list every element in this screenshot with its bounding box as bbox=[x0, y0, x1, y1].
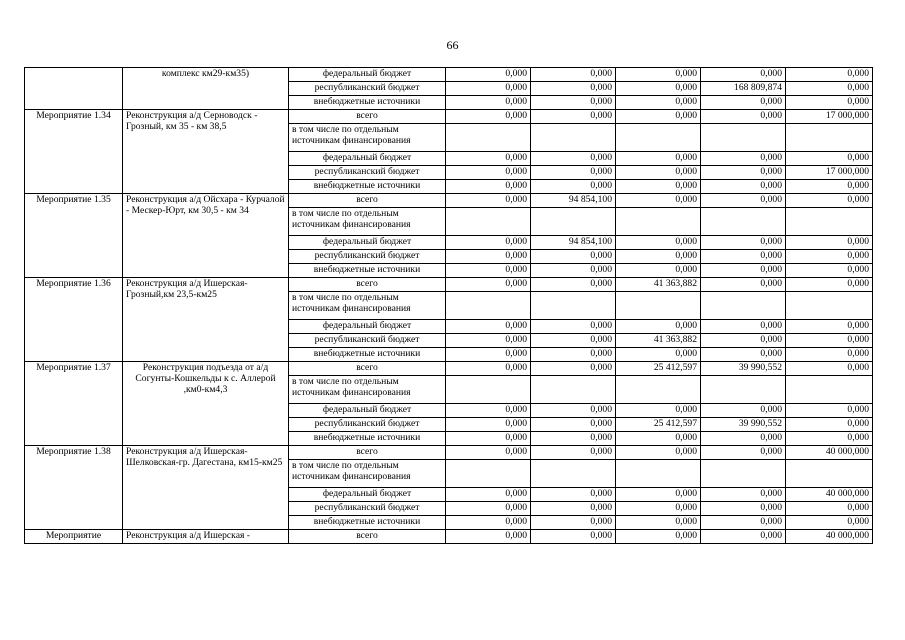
table-row bbox=[25, 110, 873, 124]
amount-cell: 0,000 bbox=[531, 488, 616, 502]
amount-cell: 0,000 bbox=[701, 530, 786, 544]
amount-cell bbox=[616, 376, 701, 404]
amount-cell: 0,000 bbox=[531, 152, 616, 166]
amount-cell: 0,000 bbox=[701, 404, 786, 418]
amount-cell: 0,000 bbox=[531, 418, 616, 432]
amount-cell: 0,000 bbox=[531, 362, 616, 376]
measure-label: Мероприятие 1.35 bbox=[25, 194, 123, 278]
amount-cell: 0,000 bbox=[446, 320, 531, 334]
amount-cell bbox=[786, 124, 873, 152]
amount-cell: 0,000 bbox=[446, 334, 531, 348]
amount-cell: 0,000 bbox=[786, 152, 873, 166]
amount-cell: 40 000,000 bbox=[786, 488, 873, 502]
amount-cell: 0,000 bbox=[701, 446, 786, 460]
amount-cell: 0,000 bbox=[446, 516, 531, 530]
funding-source: всего bbox=[289, 194, 446, 208]
measure-name: Реконструкция подъезда от а/д Согунты-Кошкельды к с. Аллерой ,км0-км4,3 bbox=[123, 362, 289, 446]
amount-cell: 0,000 bbox=[701, 180, 786, 194]
measure-label: Мероприятие 1.37 bbox=[25, 362, 123, 446]
amount-cell bbox=[531, 208, 616, 236]
amount-cell: 0,000 bbox=[786, 236, 873, 250]
amount-cell: 0,000 bbox=[446, 488, 531, 502]
amount-cell: 0,000 bbox=[786, 502, 873, 516]
funding-source: федеральный бюджет bbox=[289, 488, 446, 502]
amount-cell: 0,000 bbox=[616, 152, 701, 166]
amount-cell: 0,000 bbox=[701, 320, 786, 334]
funding-source: внебюджетные источники bbox=[289, 432, 446, 446]
measure-label bbox=[25, 68, 123, 110]
funding-source: всего bbox=[289, 278, 446, 292]
amount-cell bbox=[446, 124, 531, 152]
funding-source: федеральный бюджет bbox=[289, 236, 446, 250]
funding-source: всего bbox=[289, 362, 446, 376]
amount-cell: 0,000 bbox=[446, 110, 531, 124]
funding-source: внебюджетные источники bbox=[289, 96, 446, 110]
amount-cell: 0,000 bbox=[701, 502, 786, 516]
funding-source: в том числе по отдельным источникам финансирования bbox=[289, 376, 446, 404]
amount-cell: 0,000 bbox=[531, 68, 616, 82]
amount-cell bbox=[701, 460, 786, 488]
funding-source: федеральный бюджет bbox=[289, 404, 446, 418]
amount-cell: 41 363,882 bbox=[616, 278, 701, 292]
amount-cell: 0,000 bbox=[786, 348, 873, 362]
amount-cell: 39 990,552 bbox=[701, 362, 786, 376]
amount-cell: 0,000 bbox=[531, 530, 616, 544]
amount-cell: 0,000 bbox=[701, 96, 786, 110]
amount-cell: 0,000 bbox=[446, 236, 531, 250]
amount-cell: 0,000 bbox=[531, 180, 616, 194]
page-number: 66 bbox=[446, 38, 459, 52]
amount-cell: 0,000 bbox=[531, 110, 616, 124]
amount-cell: 0,000 bbox=[446, 68, 531, 82]
amount-cell bbox=[616, 292, 701, 320]
amount-cell: 0,000 bbox=[786, 180, 873, 194]
amount-cell: 0,000 bbox=[786, 82, 873, 96]
amount-cell: 94 854,100 bbox=[531, 236, 616, 250]
amount-cell: 0,000 bbox=[616, 446, 701, 460]
amount-cell bbox=[446, 460, 531, 488]
amount-cell bbox=[701, 208, 786, 236]
amount-cell: 0,000 bbox=[531, 432, 616, 446]
amount-cell: 41 363,882 bbox=[616, 334, 701, 348]
amount-cell: 0,000 bbox=[786, 264, 873, 278]
amount-cell: 0,000 bbox=[446, 502, 531, 516]
table-row bbox=[25, 446, 873, 460]
amount-cell bbox=[616, 208, 701, 236]
amount-cell bbox=[786, 208, 873, 236]
measure-name: Реконструкция а/д Ойсхара - Курчалой - Мескер-Юрт, км 30,5 - км 34 bbox=[123, 194, 289, 278]
funding-source: в том числе по отдельным источникам финансирования bbox=[289, 124, 446, 152]
amount-cell: 94 854,100 bbox=[531, 194, 616, 208]
amount-cell bbox=[446, 208, 531, 236]
amount-cell: 0,000 bbox=[701, 264, 786, 278]
measure-name: Реконструкция а/д Ишерская-Шелковская-гр. Дагестана, км15-км25 bbox=[123, 446, 289, 530]
amount-cell: 0,000 bbox=[786, 418, 873, 432]
amount-cell: 0,000 bbox=[616, 194, 701, 208]
amount-cell: 0,000 bbox=[786, 404, 873, 418]
measure-name: Реконструкция а/д Серноводск - Грозный, км 35 - км 38,5 bbox=[123, 110, 289, 194]
amount-cell: 0,000 bbox=[616, 488, 701, 502]
amount-cell: 0,000 bbox=[786, 516, 873, 530]
amount-cell: 0,000 bbox=[446, 530, 531, 544]
amount-cell bbox=[701, 124, 786, 152]
amount-cell bbox=[616, 124, 701, 152]
amount-cell: 40 000,000 bbox=[786, 446, 873, 460]
amount-cell: 40 000,000 bbox=[786, 530, 873, 544]
amount-cell bbox=[531, 124, 616, 152]
amount-cell: 25 412,597 bbox=[616, 418, 701, 432]
funding-source: в том числе по отдельным источникам финансирования bbox=[289, 208, 446, 236]
table-row bbox=[25, 278, 873, 292]
measure-name: комплекс км29-км35) bbox=[123, 68, 289, 110]
amount-cell: 0,000 bbox=[786, 432, 873, 446]
amount-cell: 0,000 bbox=[446, 194, 531, 208]
amount-cell: 0,000 bbox=[701, 250, 786, 264]
measure-label: Мероприятие bbox=[25, 530, 123, 544]
amount-cell bbox=[531, 460, 616, 488]
amount-cell: 0,000 bbox=[786, 362, 873, 376]
amount-cell: 0,000 bbox=[616, 320, 701, 334]
amount-cell: 0,000 bbox=[701, 488, 786, 502]
amount-cell: 0,000 bbox=[446, 432, 531, 446]
amount-cell: 0,000 bbox=[701, 348, 786, 362]
funding-source: республиканский бюджет bbox=[289, 82, 446, 96]
amount-cell: 0,000 bbox=[701, 432, 786, 446]
amount-cell: 0,000 bbox=[701, 334, 786, 348]
amount-cell: 0,000 bbox=[446, 362, 531, 376]
funding-source: всего bbox=[289, 530, 446, 544]
funding-source: федеральный бюджет bbox=[289, 152, 446, 166]
amount-cell: 0,000 bbox=[701, 236, 786, 250]
funding-source: республиканский бюджет bbox=[289, 418, 446, 432]
amount-cell: 0,000 bbox=[616, 502, 701, 516]
funding-source: внебюджетные источники bbox=[289, 516, 446, 530]
amount-cell: 0,000 bbox=[786, 194, 873, 208]
amount-cell: 0,000 bbox=[616, 96, 701, 110]
funding-source: республиканский бюджет bbox=[289, 334, 446, 348]
measure-label: Мероприятие 1.38 bbox=[25, 446, 123, 530]
budget-table-body bbox=[25, 68, 873, 544]
amount-cell bbox=[701, 292, 786, 320]
amount-cell bbox=[786, 292, 873, 320]
amount-cell: 0,000 bbox=[531, 446, 616, 460]
funding-source: в том числе по отдельным источникам финансирования bbox=[289, 292, 446, 320]
amount-cell bbox=[701, 376, 786, 404]
amount-cell: 0,000 bbox=[531, 96, 616, 110]
amount-cell: 0,000 bbox=[701, 516, 786, 530]
amount-cell: 0,000 bbox=[616, 166, 701, 180]
amount-cell: 17 000,000 bbox=[786, 110, 873, 124]
amount-cell: 0,000 bbox=[786, 320, 873, 334]
amount-cell: 0,000 bbox=[531, 264, 616, 278]
table-row bbox=[25, 530, 873, 544]
amount-cell: 0,000 bbox=[446, 166, 531, 180]
funding-source: федеральный бюджет bbox=[289, 320, 446, 334]
amount-cell: 0,000 bbox=[701, 194, 786, 208]
amount-cell: 168 809,874 bbox=[701, 82, 786, 96]
amount-cell: 0,000 bbox=[531, 82, 616, 96]
amount-cell: 0,000 bbox=[786, 334, 873, 348]
amount-cell: 0,000 bbox=[786, 278, 873, 292]
amount-cell bbox=[786, 376, 873, 404]
funding-source: республиканский бюджет bbox=[289, 502, 446, 516]
measure-name: Реконструкция а/д Ишерская-Грозный,км 23,5-км25 bbox=[123, 278, 289, 362]
funding-source: внебюджетные источники bbox=[289, 180, 446, 194]
amount-cell: 0,000 bbox=[701, 110, 786, 124]
amount-cell: 0,000 bbox=[531, 404, 616, 418]
amount-cell: 0,000 bbox=[446, 404, 531, 418]
funding-source: в том числе по отдельным источникам финансирования bbox=[289, 460, 446, 488]
amount-cell: 0,000 bbox=[786, 96, 873, 110]
amount-cell: 0,000 bbox=[446, 82, 531, 96]
amount-cell: 25 412,597 bbox=[616, 362, 701, 376]
amount-cell: 0,000 bbox=[616, 432, 701, 446]
amount-cell: 0,000 bbox=[701, 152, 786, 166]
measure-name: Реконструкция а/д Ишерская - bbox=[123, 530, 289, 544]
amount-cell: 0,000 bbox=[531, 348, 616, 362]
amount-cell bbox=[531, 292, 616, 320]
amount-cell: 0,000 bbox=[446, 250, 531, 264]
table-row bbox=[25, 194, 873, 208]
funding-source: республиканский бюджет bbox=[289, 166, 446, 180]
amount-cell: 0,000 bbox=[446, 96, 531, 110]
funding-source: внебюджетные источники bbox=[289, 348, 446, 362]
amount-cell: 0,000 bbox=[616, 404, 701, 418]
table-row bbox=[25, 68, 873, 82]
amount-cell bbox=[446, 292, 531, 320]
amount-cell: 17 000,000 bbox=[786, 166, 873, 180]
amount-cell: 0,000 bbox=[701, 68, 786, 82]
amount-cell: 0,000 bbox=[616, 264, 701, 278]
measure-label: Мероприятие 1.36 bbox=[25, 278, 123, 362]
amount-cell: 0,000 bbox=[531, 334, 616, 348]
budget-table bbox=[24, 67, 873, 544]
amount-cell: 0,000 bbox=[446, 348, 531, 362]
funding-source: внебюджетные источники bbox=[289, 264, 446, 278]
amount-cell: 0,000 bbox=[786, 250, 873, 264]
funding-source: федеральный бюджет bbox=[289, 68, 446, 82]
funding-source: всего bbox=[289, 110, 446, 124]
amount-cell: 0,000 bbox=[786, 68, 873, 82]
amount-cell: 0,000 bbox=[616, 348, 701, 362]
amount-cell: 39 990,552 bbox=[701, 418, 786, 432]
amount-cell: 0,000 bbox=[616, 516, 701, 530]
amount-cell bbox=[531, 376, 616, 404]
amount-cell: 0,000 bbox=[616, 82, 701, 96]
amount-cell: 0,000 bbox=[446, 180, 531, 194]
amount-cell: 0,000 bbox=[701, 166, 786, 180]
amount-cell: 0,000 bbox=[446, 264, 531, 278]
amount-cell: 0,000 bbox=[616, 110, 701, 124]
amount-cell: 0,000 bbox=[616, 530, 701, 544]
amount-cell: 0,000 bbox=[446, 278, 531, 292]
table-row bbox=[25, 362, 873, 376]
amount-cell: 0,000 bbox=[446, 152, 531, 166]
amount-cell: 0,000 bbox=[531, 320, 616, 334]
amount-cell bbox=[786, 460, 873, 488]
amount-cell: 0,000 bbox=[446, 418, 531, 432]
amount-cell: 0,000 bbox=[531, 250, 616, 264]
amount-cell: 0,000 bbox=[616, 180, 701, 194]
amount-cell: 0,000 bbox=[616, 250, 701, 264]
amount-cell: 0,000 bbox=[531, 502, 616, 516]
amount-cell: 0,000 bbox=[446, 446, 531, 460]
amount-cell: 0,000 bbox=[701, 278, 786, 292]
funding-source: всего bbox=[289, 446, 446, 460]
amount-cell: 0,000 bbox=[531, 516, 616, 530]
measure-label: Мероприятие 1.34 bbox=[25, 110, 123, 194]
amount-cell bbox=[616, 460, 701, 488]
amount-cell: 0,000 bbox=[616, 68, 701, 82]
funding-source: республиканский бюджет bbox=[289, 250, 446, 264]
amount-cell: 0,000 bbox=[616, 236, 701, 250]
amount-cell bbox=[446, 376, 531, 404]
amount-cell: 0,000 bbox=[531, 278, 616, 292]
amount-cell: 0,000 bbox=[531, 166, 616, 180]
